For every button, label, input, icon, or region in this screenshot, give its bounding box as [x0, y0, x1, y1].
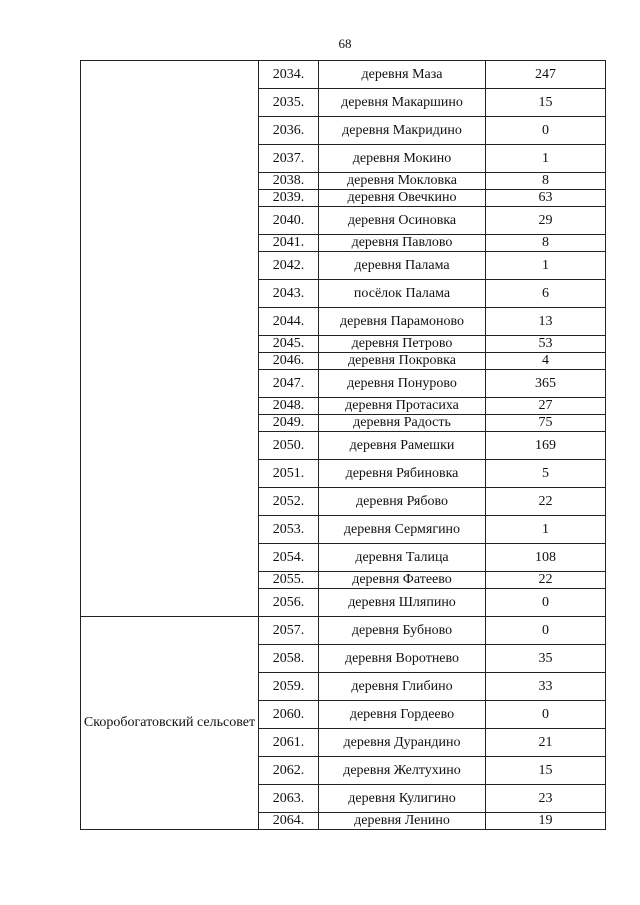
- population-cell: 0: [486, 701, 606, 729]
- settlement-name-cell: деревня Маза: [319, 61, 486, 89]
- row-number-cell: 2046.: [259, 353, 319, 370]
- settlement-name-cell: деревня Парамоново: [319, 308, 486, 336]
- row-number-cell: 2064.: [259, 813, 319, 830]
- population-cell: 1: [486, 516, 606, 544]
- row-number-cell: 2045.: [259, 336, 319, 353]
- page-number: 68: [338, 36, 352, 51]
- population-cell: 1: [486, 252, 606, 280]
- row-number-cell: 2059.: [259, 673, 319, 701]
- region-cell: [81, 61, 259, 617]
- settlement-name-cell: деревня Радость: [319, 415, 486, 432]
- population-cell: 23: [486, 785, 606, 813]
- row-number-cell: 2034.: [259, 61, 319, 89]
- row-number-cell: 2039.: [259, 190, 319, 207]
- row-number-cell: 2042.: [259, 252, 319, 280]
- population-cell: 5: [486, 460, 606, 488]
- settlement-name-cell: деревня Осиновка: [319, 207, 486, 235]
- population-cell: 22: [486, 488, 606, 516]
- table-row: [81, 617, 606, 645]
- settlement-name-cell: деревня Сермягино: [319, 516, 486, 544]
- row-number-cell: 2052.: [259, 488, 319, 516]
- row-number-cell: 2035.: [259, 89, 319, 117]
- settlement-name-cell: деревня Петрово: [319, 336, 486, 353]
- row-number-cell: 2058.: [259, 645, 319, 673]
- population-cell: 35: [486, 645, 606, 673]
- row-number-cell: 2061.: [259, 729, 319, 757]
- row-number-cell: 2063.: [259, 785, 319, 813]
- row-number-cell: 2050.: [259, 432, 319, 460]
- population-cell: 75: [486, 415, 606, 432]
- settlement-name-cell: деревня Желтухино: [319, 757, 486, 785]
- region-cell: [81, 617, 259, 830]
- row-number-cell: 2056.: [259, 589, 319, 617]
- population-cell: 15: [486, 757, 606, 785]
- settlement-name-cell: деревня Шляпино: [319, 589, 486, 617]
- settlement-name-cell: деревня Макаршино: [319, 89, 486, 117]
- settlement-name-cell: деревня Макридино: [319, 117, 486, 145]
- population-cell: 0: [486, 617, 606, 645]
- population-cell: 15: [486, 89, 606, 117]
- settlement-name-cell: деревня Палама: [319, 252, 486, 280]
- settlement-name-cell: деревня Кулигино: [319, 785, 486, 813]
- population-cell: 29: [486, 207, 606, 235]
- population-cell: 63: [486, 190, 606, 207]
- settlement-name-cell: деревня Дурандино: [319, 729, 486, 757]
- population-cell: 0: [486, 117, 606, 145]
- population-cell: 4: [486, 353, 606, 370]
- population-cell: 13: [486, 308, 606, 336]
- row-number-cell: 2038.: [259, 173, 319, 190]
- row-number-cell: 2053.: [259, 516, 319, 544]
- settlement-name-cell: деревня Талица: [319, 544, 486, 572]
- row-number-cell: 2062.: [259, 757, 319, 785]
- settlement-name-cell: деревня Фатеево: [319, 572, 486, 589]
- row-number-cell: 2047.: [259, 370, 319, 398]
- settlement-name-cell: деревня Воротнево: [319, 645, 486, 673]
- population-cell: 0: [486, 589, 606, 617]
- row-number-cell: 2054.: [259, 544, 319, 572]
- population-cell: 169: [486, 432, 606, 460]
- settlement-name-cell: деревня Овечкино: [319, 190, 486, 207]
- settlement-name-cell: деревня Бубново: [319, 617, 486, 645]
- population-cell: 8: [486, 173, 606, 190]
- settlement-name-cell: посёлок Палама: [319, 280, 486, 308]
- population-cell: 8: [486, 235, 606, 252]
- row-number-cell: 2048.: [259, 398, 319, 415]
- population-cell: 21: [486, 729, 606, 757]
- settlement-name-cell: деревня Глибино: [319, 673, 486, 701]
- population-cell: 22: [486, 572, 606, 589]
- population-cell: 365: [486, 370, 606, 398]
- settlement-name-cell: деревня Покровка: [319, 353, 486, 370]
- population-cell: 1: [486, 145, 606, 173]
- population-cell: 247: [486, 61, 606, 89]
- row-number-cell: 2060.: [259, 701, 319, 729]
- population-cell: 6: [486, 280, 606, 308]
- settlement-name-cell: деревня Гордеево: [319, 701, 486, 729]
- region-name: Скоробогатовский сельсовет: [83, 715, 256, 730]
- row-number-cell: 2057.: [259, 617, 319, 645]
- row-number-cell: 2040.: [259, 207, 319, 235]
- settlement-name-cell: деревня Рябово: [319, 488, 486, 516]
- population-cell: 27: [486, 398, 606, 415]
- population-cell: 53: [486, 336, 606, 353]
- population-cell: 19: [486, 813, 606, 830]
- table-row: [81, 61, 606, 89]
- row-number-cell: 2055.: [259, 572, 319, 589]
- settlement-name-cell: деревня Рябиновка: [319, 460, 486, 488]
- settlement-name-cell: деревня Павлово: [319, 235, 486, 252]
- row-number-cell: 2037.: [259, 145, 319, 173]
- population-cell: 33: [486, 673, 606, 701]
- settlement-name-cell: деревня Протасиха: [319, 398, 486, 415]
- row-number-cell: 2043.: [259, 280, 319, 308]
- settlement-name-cell: деревня Мокловка: [319, 173, 486, 190]
- settlement-name-cell: деревня Мокино: [319, 145, 486, 173]
- settlements-table: [80, 60, 606, 830]
- row-number-cell: 2044.: [259, 308, 319, 336]
- row-number-cell: 2041.: [259, 235, 319, 252]
- row-number-cell: 2036.: [259, 117, 319, 145]
- settlement-name-cell: деревня Рамешки: [319, 432, 486, 460]
- row-number-cell: 2049.: [259, 415, 319, 432]
- settlements-table-body: [81, 61, 606, 830]
- settlement-name-cell: деревня Понурово: [319, 370, 486, 398]
- population-cell: 108: [486, 544, 606, 572]
- settlement-name-cell: деревня Ленино: [319, 813, 486, 830]
- row-number-cell: 2051.: [259, 460, 319, 488]
